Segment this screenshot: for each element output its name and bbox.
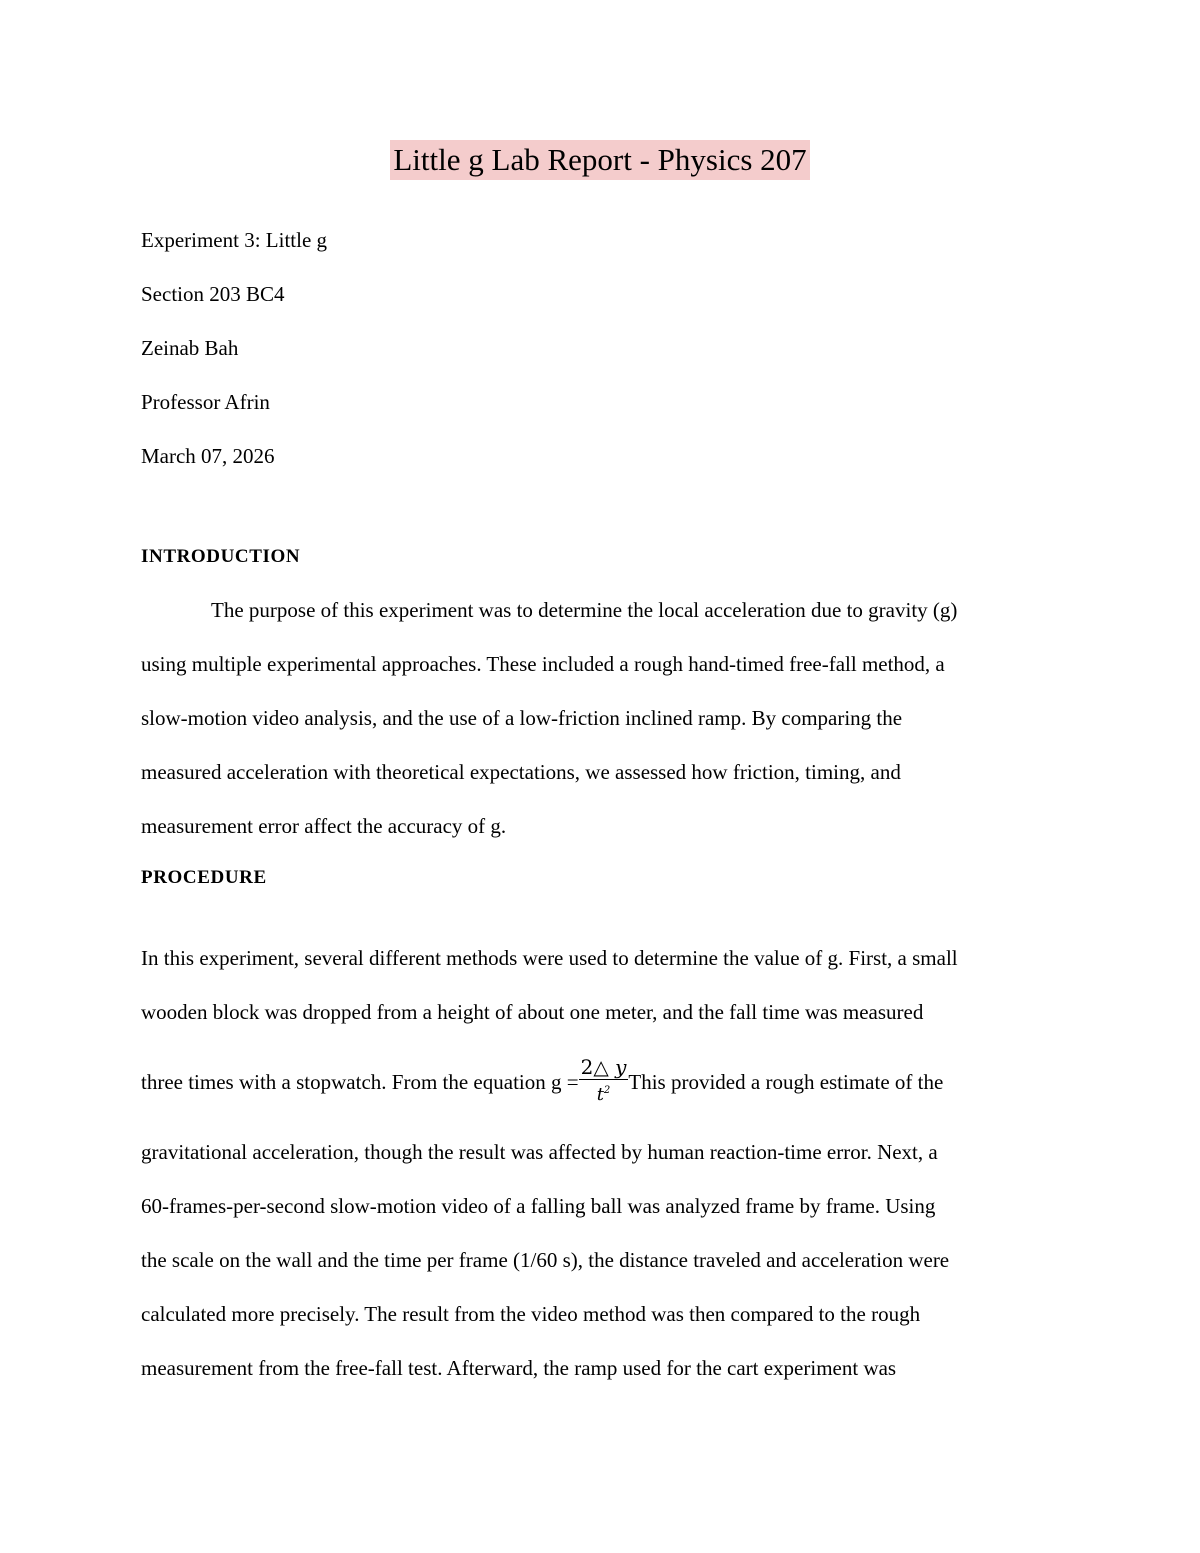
equation-line (141, 1052, 943, 1112)
intro-line: measurement error affect the accuracy of g. (141, 814, 507, 838)
procedure-line: gravitational acceleration, though the result was affected by human reaction-time error. Next, a (141, 1140, 938, 1164)
equation-numerator (579, 1055, 629, 1080)
procedure-line: the scale on the wall and the time per frame (1/60 s), the distance traveled and acceleration were (141, 1248, 950, 1272)
procedure-line: calculated more precisely. The result from the video method was then compared to the rough (141, 1302, 921, 1326)
denominator-variable: t (596, 1083, 604, 1105)
procedure-line: measurement from the free-fall test. Afterward, the ramp used for the cart experiment was (141, 1356, 897, 1380)
intro-line: using multiple experimental approaches. These included a rough hand-timed free-fall method, a (141, 652, 945, 676)
author-line: Zeinab Bah (141, 336, 239, 360)
gravity-equation-fraction (579, 1055, 629, 1106)
title-container (0, 140, 1200, 180)
document-title: Little g Lab Report - Physics 207 (390, 140, 809, 180)
equation-denominator (579, 1080, 629, 1106)
procedure-line: 60-frames-per-second slow-motion video of a falling ball was analyzed frame by frame. Using (141, 1194, 936, 1218)
numerator-coefficient: 2 (580, 1054, 594, 1079)
procedure-heading: PROCEDURE (141, 867, 267, 888)
equation-line-before: three times with a stopwatch. From the equation g = (141, 1070, 579, 1094)
section-line: Section 203 BC4 (141, 282, 285, 306)
delta-symbol: △ (593, 1054, 609, 1079)
introduction-heading: INTRODUCTION (141, 546, 301, 567)
numerator-variable: y (615, 1054, 627, 1079)
intro-line: The purpose of this experiment was to determine the local acceleration due to gravity (g) (211, 598, 958, 622)
date-line: March 07, 2026 (141, 444, 275, 468)
equation-line-after: This provided a rough estimate of the (628, 1070, 944, 1094)
intro-line: measured acceleration with theoretical expectations, we assessed how friction, timing, and (141, 760, 901, 784)
procedure-line: wooden block was dropped from a height of about one meter, and the fall time was measured (141, 1000, 924, 1024)
professor-line: Professor Afrin (141, 390, 270, 414)
experiment-line: Experiment 3: Little g (141, 228, 328, 252)
intro-line: slow-motion video analysis, and the use of a low-friction inclined ramp. By comparing the (141, 706, 903, 730)
procedure-line: In this experiment, several different methods were used to determine the value of g. First, a small (141, 946, 958, 970)
denominator-exponent: 2 (603, 1084, 611, 1096)
